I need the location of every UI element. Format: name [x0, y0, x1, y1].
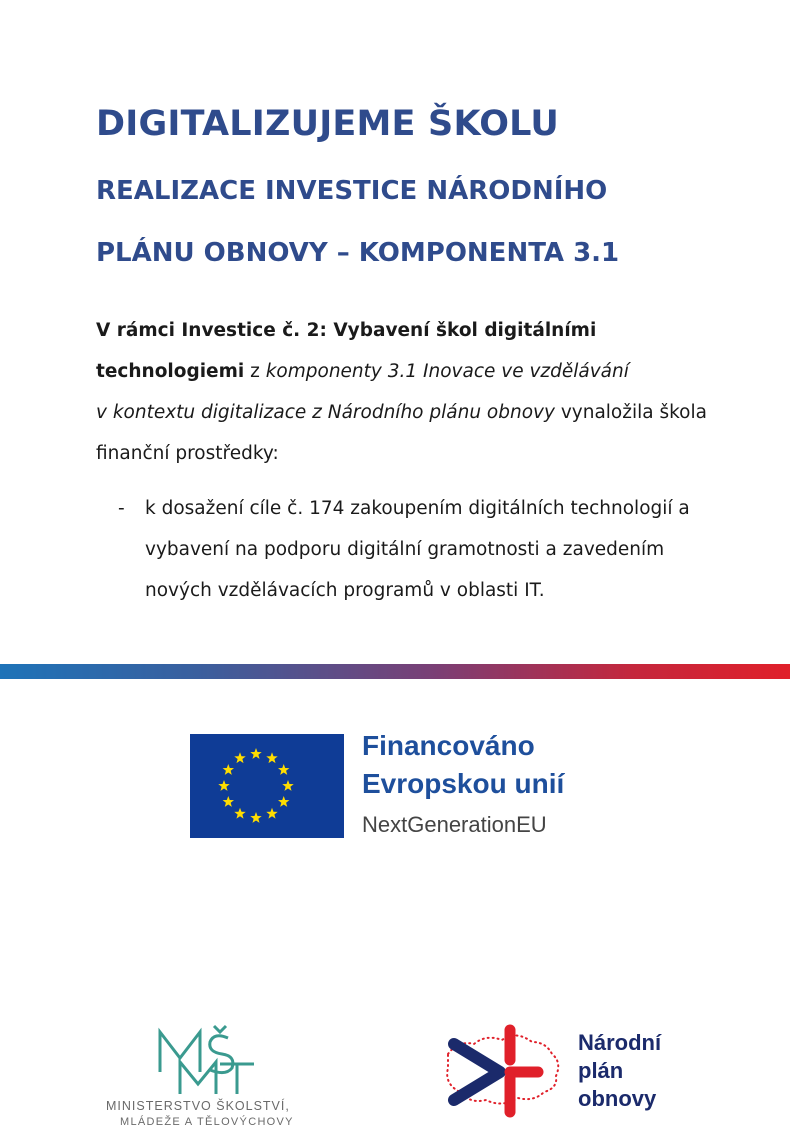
eu-star-icon	[266, 808, 277, 819]
page-title: DIGITALIZUJEME ŠKOLU	[96, 104, 560, 144]
eu-funded-line-2: Evropskou unií	[362, 768, 565, 799]
eu-star-icon	[250, 812, 261, 823]
msmt-name-line-1: MINISTERSTVO ŠKOLSTVÍ,	[106, 1099, 290, 1113]
msmt-name-line-2: MLÁDEŽE A TĚLOVÝCHOVY	[120, 1116, 294, 1128]
subtitle-line-2: PLÁNU OBNOVY – KOMPONENTA 3.1	[96, 238, 620, 268]
eu-nextgen-label: NextGenerationEU	[362, 812, 547, 837]
intro-plain-1: z	[244, 361, 266, 382]
eu-star-icon	[223, 764, 234, 775]
gradient-divider	[0, 664, 790, 679]
intro-bold-lead-2: technologiemi	[96, 361, 245, 382]
eu-star-icon	[278, 764, 289, 775]
subtitle-line-1: REALIZACE INVESTICE NÁRODNÍHO	[96, 176, 608, 206]
eu-star-icon	[223, 796, 234, 807]
intro-plain-3: finanční prostředky:	[96, 443, 279, 464]
eu-flag-icon	[190, 734, 344, 838]
msmt-logo-icon	[150, 1022, 270, 1098]
eu-star-icon	[282, 780, 293, 791]
eu-star-icon	[266, 752, 277, 763]
eu-star-icon	[218, 780, 229, 791]
bullet-line-2: vybavení na podporu digitální gramotnosti a zavedením	[145, 539, 665, 560]
bullet-line-3: nových vzdělávacích programů v oblasti IT.	[145, 580, 545, 601]
intro-italic-1: komponenty 3.1 Inovace ve vzdělávání	[265, 361, 629, 382]
npo-name-line-3: obnovy	[578, 1086, 657, 1111]
eu-star-icon	[234, 752, 245, 763]
intro-bold-lead-1: V rámci Investice č. 2: Vybavení škol digitálními	[96, 320, 597, 341]
bullet-marker: -	[118, 498, 125, 519]
npo-name-line-2: plán	[578, 1058, 624, 1083]
eu-star-icon	[250, 748, 261, 759]
npo-logo-icon	[440, 1022, 570, 1122]
npo-name-line-1: Národní	[578, 1030, 662, 1055]
intro-plain-2: vynaložila škola	[554, 402, 707, 423]
eu-star-icon	[234, 808, 245, 819]
bullet-line-1: k dosažení cíle č. 174 zakoupením digitálních technologií a	[145, 498, 690, 519]
intro-paragraph	[96, 310, 716, 474]
bullet-item	[145, 488, 715, 611]
intro-italic-2: v kontextu digitalizace z Národního plánu obnovy	[96, 402, 555, 423]
eu-star-icon	[278, 796, 289, 807]
eu-funded-line-1: Financováno	[362, 730, 535, 761]
